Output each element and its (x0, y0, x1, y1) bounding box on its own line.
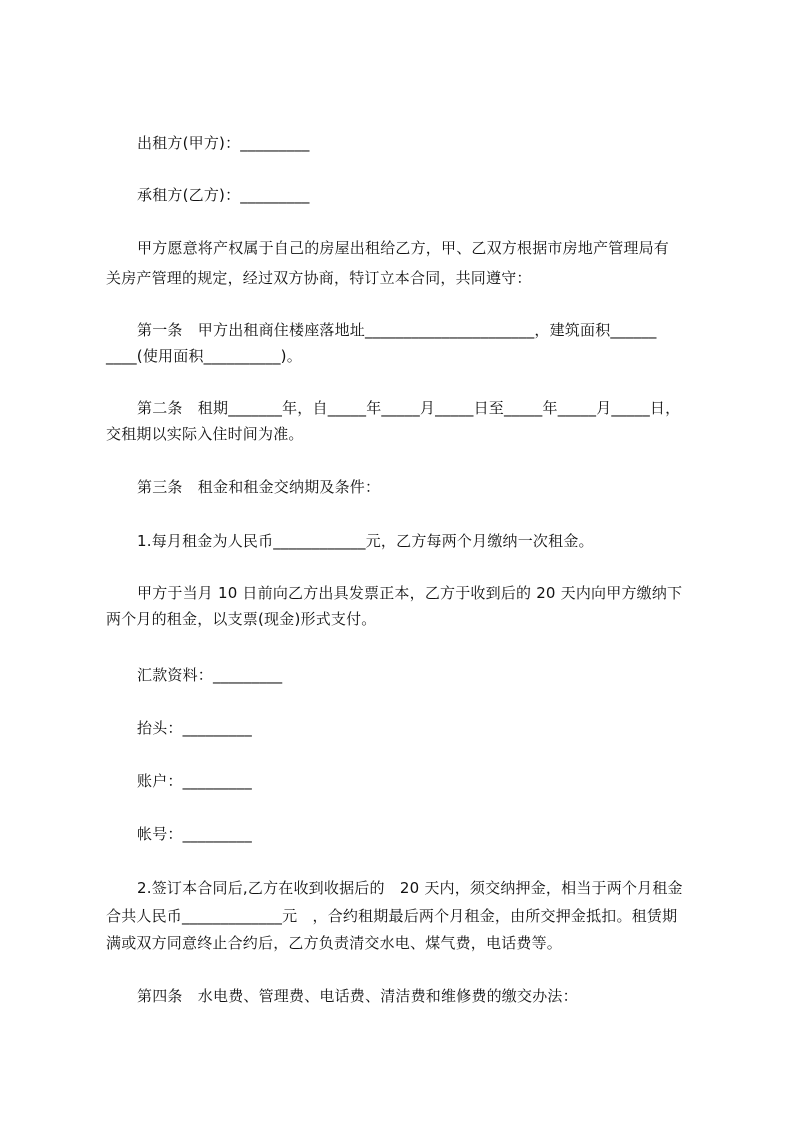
article-2-line-1: 第二条 租期_______年，自_____年_____月_____日至_____年_____月_____日， (137, 399, 681, 417)
remittance-info: 汇款资料：_________ (137, 666, 283, 684)
bank-account: 账户：_________ (137, 772, 252, 790)
rent-clause-1: 1.每月租金为人民币____________元，乙方每两个月缴纳一次租金。 (137, 532, 594, 550)
preamble-line-2: 关房产管理的规定，经过双方协商，特订立本合同，共同遵守： (106, 269, 532, 287)
lessor-line: 出租方(甲方)：_________ (137, 134, 310, 152)
invoice-line-2: 两个月的租金，以支票(现金)形式支付。 (106, 610, 377, 628)
deposit-line-1: 2.签订本合同后,乙方在收到收据后的 20 天内，须交纳押金，相当于两个月租金 (137, 879, 683, 897)
lessee-line: 承租方(乙方)：_________ (137, 186, 310, 204)
article-2-line-2: 交租期以实际入住时间为准。 (106, 425, 304, 443)
account-number: 帐号：_________ (137, 825, 252, 843)
deposit-line-2: 合共人民币_____________元 ，合约租期最后两个月租金，由所交押金抵扣。租赁期 (106, 907, 678, 925)
invoice-line-1: 甲方于当月 10 日前向乙方出具发票正本，乙方于收到后的 20 天内向甲方缴纳下 (137, 584, 683, 602)
preamble-line-1: 甲方愿意将产权属于自己的房屋出租给乙方，甲、乙双方根据市房地产管理局有 (137, 239, 670, 257)
payee-header: 抬头：_________ (137, 719, 252, 737)
article-4-heading: 第四条 水电费、管理费、电话费、清洁费和维修费的缴交办法： (137, 987, 578, 1005)
deposit-line-3: 满或双方同意终止合约后，乙方负责清交水电、煤气费，电话费等。 (106, 934, 563, 952)
article-1-line-1: 第一条 甲方出租商住楼座落地址______________________，建筑面积______ (137, 321, 657, 339)
article-3-heading: 第三条 租金和租金交纳期及条件： (137, 478, 381, 496)
article-1-line-2: ____(使用面积__________)。 (106, 347, 302, 365)
